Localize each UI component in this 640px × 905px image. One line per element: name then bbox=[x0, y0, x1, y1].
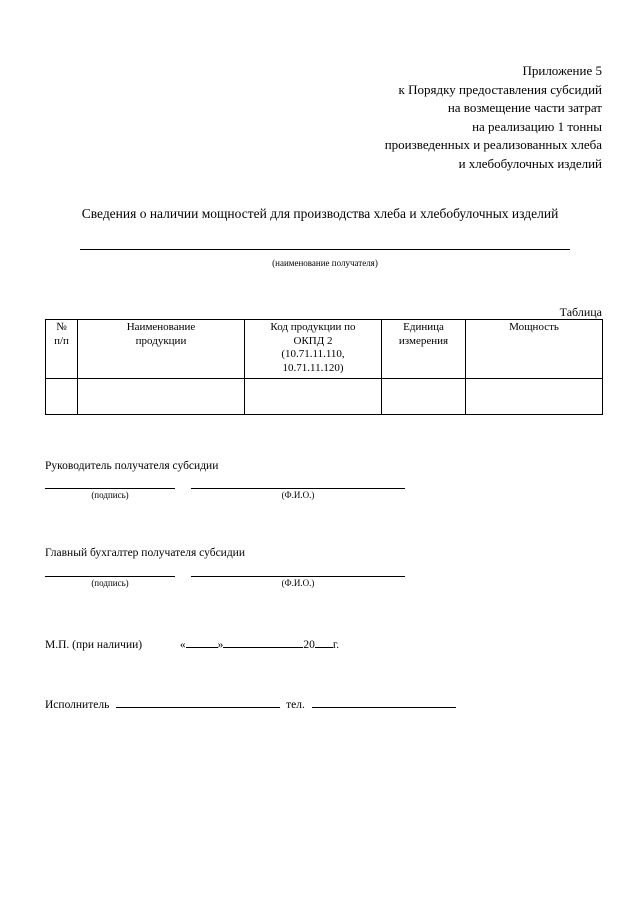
executor-row bbox=[45, 696, 456, 711]
recipient-caption: (наименование получателя) bbox=[272, 258, 378, 268]
head-name-line[interactable] bbox=[191, 488, 405, 489]
header-line: № bbox=[56, 321, 67, 333]
phone-field[interactable] bbox=[312, 696, 456, 708]
accountant-name-caption: (Ф.И.О.) bbox=[281, 578, 315, 588]
header-line: п/п bbox=[54, 334, 69, 347]
date-year-suffix: г. bbox=[332, 639, 340, 651]
table-header-row bbox=[46, 320, 603, 379]
annex-line: и хлебобулочных изделий bbox=[458, 155, 602, 171]
header-unit bbox=[382, 320, 466, 379]
date-year-field[interactable] bbox=[315, 636, 333, 648]
annex-line: на реализацию 1 тонны bbox=[472, 118, 602, 134]
capacity-table bbox=[45, 319, 603, 415]
head-name-caption: (Ф.И.О.) bbox=[281, 490, 315, 500]
header-line: измерения bbox=[398, 334, 449, 347]
header-line: Код продукции по bbox=[270, 321, 356, 333]
stamp-label: М.П. (при наличии) bbox=[45, 639, 143, 651]
annex-line: произведенных и реализованных хлеба bbox=[384, 137, 602, 152]
stamp-date-row bbox=[45, 636, 339, 651]
cell-product-name[interactable] bbox=[78, 379, 245, 415]
header-line: продукции bbox=[135, 334, 187, 347]
cell-num[interactable] bbox=[46, 379, 78, 415]
header-line: Мощность bbox=[509, 321, 559, 333]
accountant-name-line[interactable] bbox=[191, 576, 405, 577]
accountant-title: Главный бухгалтер получателя субсидии bbox=[45, 547, 245, 559]
cell-product-code[interactable] bbox=[245, 379, 382, 415]
header-line: Наименование bbox=[126, 321, 196, 333]
header-num bbox=[46, 320, 78, 379]
date-month-field[interactable] bbox=[223, 636, 303, 648]
date-quote-open: « bbox=[179, 639, 186, 651]
date-day-field[interactable] bbox=[186, 636, 218, 648]
header-line: (10.71.11.110, bbox=[281, 348, 345, 360]
table-row bbox=[46, 379, 603, 415]
header-line: 10.71.11.120) bbox=[282, 361, 344, 374]
annex-line: на возмещение части затрат bbox=[447, 100, 602, 115]
head-signature-line[interactable] bbox=[45, 488, 175, 489]
header-capacity bbox=[466, 320, 603, 379]
header-product-name bbox=[78, 320, 245, 379]
annex-line: Приложение 5 bbox=[522, 63, 602, 78]
head-signature-caption: (подпись) bbox=[91, 490, 129, 500]
cell-unit[interactable] bbox=[382, 379, 466, 415]
table-label: Таблица bbox=[559, 305, 602, 319]
phone-label: тел. bbox=[286, 699, 305, 711]
head-title: Руководитель получателя субсидии bbox=[45, 460, 219, 472]
executor-name-field[interactable] bbox=[116, 696, 280, 708]
document-title: Сведения о наличии мощностей для производства хлеба и хлебобулочных изделий bbox=[81, 206, 559, 221]
date-year-prefix: 20 bbox=[303, 639, 315, 651]
cell-capacity[interactable] bbox=[466, 379, 603, 415]
annex-header bbox=[262, 62, 602, 173]
executor-label: Исполнитель bbox=[45, 699, 110, 711]
header-line: Единица bbox=[403, 321, 444, 333]
accountant-signature-line[interactable] bbox=[45, 576, 175, 577]
header-product-code bbox=[245, 320, 382, 379]
header-line: ОКПД 2 bbox=[293, 334, 333, 347]
date-quote-close: » bbox=[217, 639, 224, 651]
annex-line: к Порядку предоставления субсидий bbox=[398, 81, 602, 97]
recipient-name-line[interactable] bbox=[80, 249, 570, 250]
accountant-signature-caption: (подпись) bbox=[91, 578, 129, 588]
